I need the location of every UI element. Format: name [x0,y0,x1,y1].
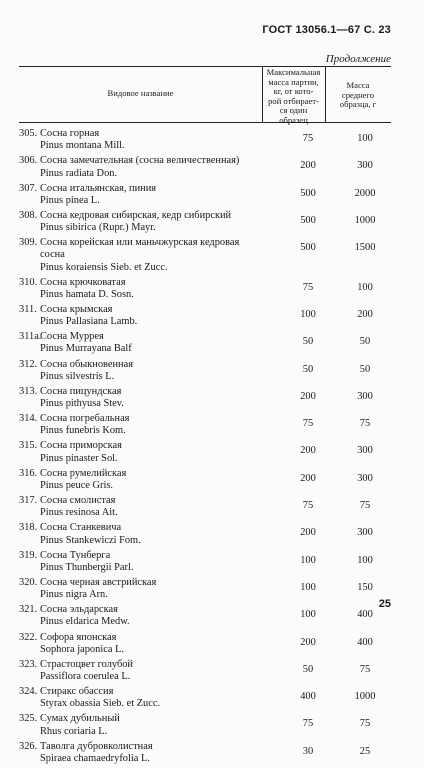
russian-name: Сосна Муррея [40,331,104,343]
russian-name: Сосна приморская [40,440,122,452]
max-mass-value: 75 [302,133,314,144]
row-number: 320. [19,576,38,588]
species-name [19,304,281,328]
species-name [19,128,281,152]
avg-mass-value: 300 [357,527,373,539]
row-number: 307. [19,182,38,194]
latin-name: Pinus silvestris L. [40,370,115,382]
row-number: 317. [19,495,38,507]
row-number: 308. [19,209,38,221]
max-mass-value: 500 [300,214,316,226]
latin-name: Pinus nigra Arn. [40,589,108,601]
russian-name: Сосна замечательная (сосна величественная) [40,155,240,167]
table-row [19,210,399,234]
latin-name: Pinus funebris Kom. [40,425,126,437]
russian-name: Сосна румелийская [40,467,127,479]
latin-name: Sophora japonica L. [40,643,124,655]
russian-name: Стиракс обассия [40,686,114,698]
latin-name: Pinus koraiensis Sieb. et Zucc. [40,261,168,273]
avg-mass-value: 300 [357,472,373,484]
table-row [19,359,399,383]
table-row [19,237,399,274]
latin-name: Pinus eldarica Medw. [40,616,130,628]
russian-name: Сосна крючковатая [40,276,126,288]
species-name [19,577,281,601]
max-mass-value: 400 [300,691,316,703]
table-row [19,413,399,437]
row-number: 311а. [19,331,42,343]
species-name [19,210,281,234]
table-row [19,440,399,464]
table-row [19,632,399,656]
avg-mass-value: 50 [359,336,371,348]
russian-name: Сосна горная [40,128,100,139]
species-name [19,277,281,301]
latin-name: Pinus sibirica (Rupr.) Mayr. [40,222,156,234]
avg-mass-value: 1000 [354,214,376,226]
latin-name: Pinus pithyusa Stev. [40,398,124,410]
table-row [19,495,399,519]
max-mass-value: 200 [300,160,316,172]
russian-name: Сосна погребальная [40,413,130,425]
avg-mass-value: 25 [359,745,371,757]
avg-mass-value: 400 [357,609,373,621]
latin-name: Pinus Thunbergii Parl. [40,561,134,573]
avg-mass-value: 300 [357,390,373,402]
table-row [19,604,399,628]
column-header-avg-mass: Масса среднего образца, г [339,80,377,110]
row-number: 318. [19,522,38,534]
avg-mass-value: 100 [357,133,373,144]
russian-name: Сосна Станкевича [40,522,122,534]
max-mass-value: 75 [302,418,314,430]
avg-mass-value: 2000 [354,187,376,199]
max-mass-value: 200 [300,636,316,648]
latin-name: Pinus montana Mill. [40,140,125,152]
table-header [19,67,391,123]
russian-name: Сосна кедровая сибирская, кедр сибирский [40,209,232,221]
latin-name: Pinus hamata D. Sosn. [40,288,134,300]
max-mass-value: 100 [300,609,316,621]
russian-name: Страстоцвет голубой [40,658,133,670]
row-number: 309. [19,237,38,249]
table-row [19,686,399,710]
max-mass-value: 100 [300,308,316,320]
row-number: 322. [19,631,38,643]
latin-name: Pinus pinea L. [40,194,100,206]
russian-name: Сосна корейская или маньчжурская кедровая [40,237,240,249]
row-number: 319. [19,549,38,561]
species-name [19,468,281,492]
row-number: 315. [19,440,38,452]
avg-mass-value: 400 [357,636,373,648]
row-number: 310. [19,276,38,288]
table-row [19,468,399,492]
row-number: 312. [19,358,38,370]
avg-mass-value: 1000 [354,691,376,703]
max-mass-value: 200 [300,472,316,484]
table-row [19,277,399,301]
species-name [19,632,281,656]
latin-name: Pinus peuce Gris. [40,479,114,491]
max-mass-value: 75 [302,500,314,512]
species-name [19,155,281,179]
table-body [19,128,399,768]
max-mass-value: 75 [302,718,314,730]
avg-mass-value: 150 [357,581,373,593]
table-row [19,577,399,601]
latin-name: Pinus pinaster Sol. [40,452,118,464]
column-header-name: Видовое название [107,88,174,98]
table-row [19,386,399,410]
avg-mass-value: 300 [357,160,373,172]
latin-name: Pinus radiata Don. [40,167,118,179]
latin-name: Pinus resinosa Ait. [40,507,118,519]
max-mass-value: 50 [302,336,314,348]
row-number: 325. [19,713,38,725]
species-name [19,604,281,628]
species-name [19,183,281,207]
species-name [19,386,281,410]
avg-mass-value: 75 [359,418,371,430]
latin-name: Pinus Pallasiana Lamb. [40,316,138,328]
russian-name: Сосна эльдарская [40,604,118,616]
table-row [19,659,399,683]
table-row [19,304,399,328]
russian-name: Сосна пицундская [40,385,122,397]
row-number: 324. [19,686,38,698]
species-name [19,686,281,710]
russian-name-continued: сосна [40,249,65,261]
russian-name: Сумах дубильный [40,713,120,725]
table-row [19,713,399,737]
species-name [19,237,281,274]
row-number: 316. [19,467,38,479]
row-number: 305. [19,128,38,139]
max-mass-value: 100 [300,581,316,593]
species-name [19,359,281,383]
avg-mass-value: 50 [359,363,371,375]
max-mass-value: 75 [302,281,314,293]
table-row [19,128,399,152]
table-row [19,183,399,207]
species-name [19,713,281,737]
species-name [19,331,281,355]
avg-mass-value: 1500 [354,242,376,254]
species-name [19,413,281,437]
russian-name: Сосна обыкновенная [40,358,134,370]
table-row [19,741,399,765]
russian-name: Софора японская [40,631,117,643]
latin-name: Styrax obassia Sieb. et Zucc. [40,698,161,710]
avg-mass-value: 100 [357,281,373,293]
species-name [19,659,281,683]
russian-name: Таволга дубровколистная [40,740,153,752]
avg-mass-value: 75 [359,500,371,512]
russian-name: Сосна смолистая [40,495,116,507]
species-name [19,741,281,765]
species-name [19,550,281,574]
table-row [19,550,399,574]
column-header-max-mass: Максимальная масса партии, кг, от кото- рой отбирает- ся один образец [266,67,321,125]
russian-name: Сосна крымская [40,303,113,315]
continuation-label: Продолжение [325,53,391,65]
row-number: 323. [19,658,38,670]
max-mass-value: 200 [300,390,316,402]
latin-name: Pinus Murrayana Balf [40,343,132,355]
species-name [19,522,281,546]
table-row [19,522,399,546]
max-mass-value: 50 [302,663,314,675]
page-number: 25 [378,598,391,610]
max-mass-value: 500 [300,242,316,254]
max-mass-value: 200 [300,527,316,539]
species-name [19,440,281,464]
row-number: 311. [19,303,37,315]
max-mass-value: 200 [300,445,316,457]
max-mass-value: 30 [302,745,314,757]
row-number: 306. [19,155,38,167]
russian-name: Сосна Тунберга [40,549,111,561]
latin-name: Rhus coriaria L. [40,725,108,737]
russian-name: Сосна итальянская, пиния [40,182,157,194]
row-number: 321. [19,604,38,616]
row-number: 313. [19,385,38,397]
document-header: ГОСТ 13056.1—67 С. 23 [262,24,391,36]
avg-mass-value: 100 [357,554,373,566]
max-mass-value: 500 [300,187,316,199]
avg-mass-value: 75 [359,663,371,675]
avg-mass-value: 200 [357,308,373,320]
row-number: 326. [19,740,38,752]
latin-name: Spiraea chamaedryfolia L. [40,752,150,764]
species-name [19,495,281,519]
avg-mass-value: 300 [357,445,373,457]
max-mass-value: 50 [302,363,314,375]
max-mass-value: 100 [300,554,316,566]
latin-name: Passiflora coerulea L. [40,671,131,683]
table-row [19,155,399,179]
table-row [19,331,399,355]
russian-name: Сосна черная австрийская [40,576,157,588]
avg-mass-value: 75 [359,718,371,730]
latin-name: Pinus Stankewiczi Fom. [40,534,141,546]
row-number: 314. [19,413,38,425]
